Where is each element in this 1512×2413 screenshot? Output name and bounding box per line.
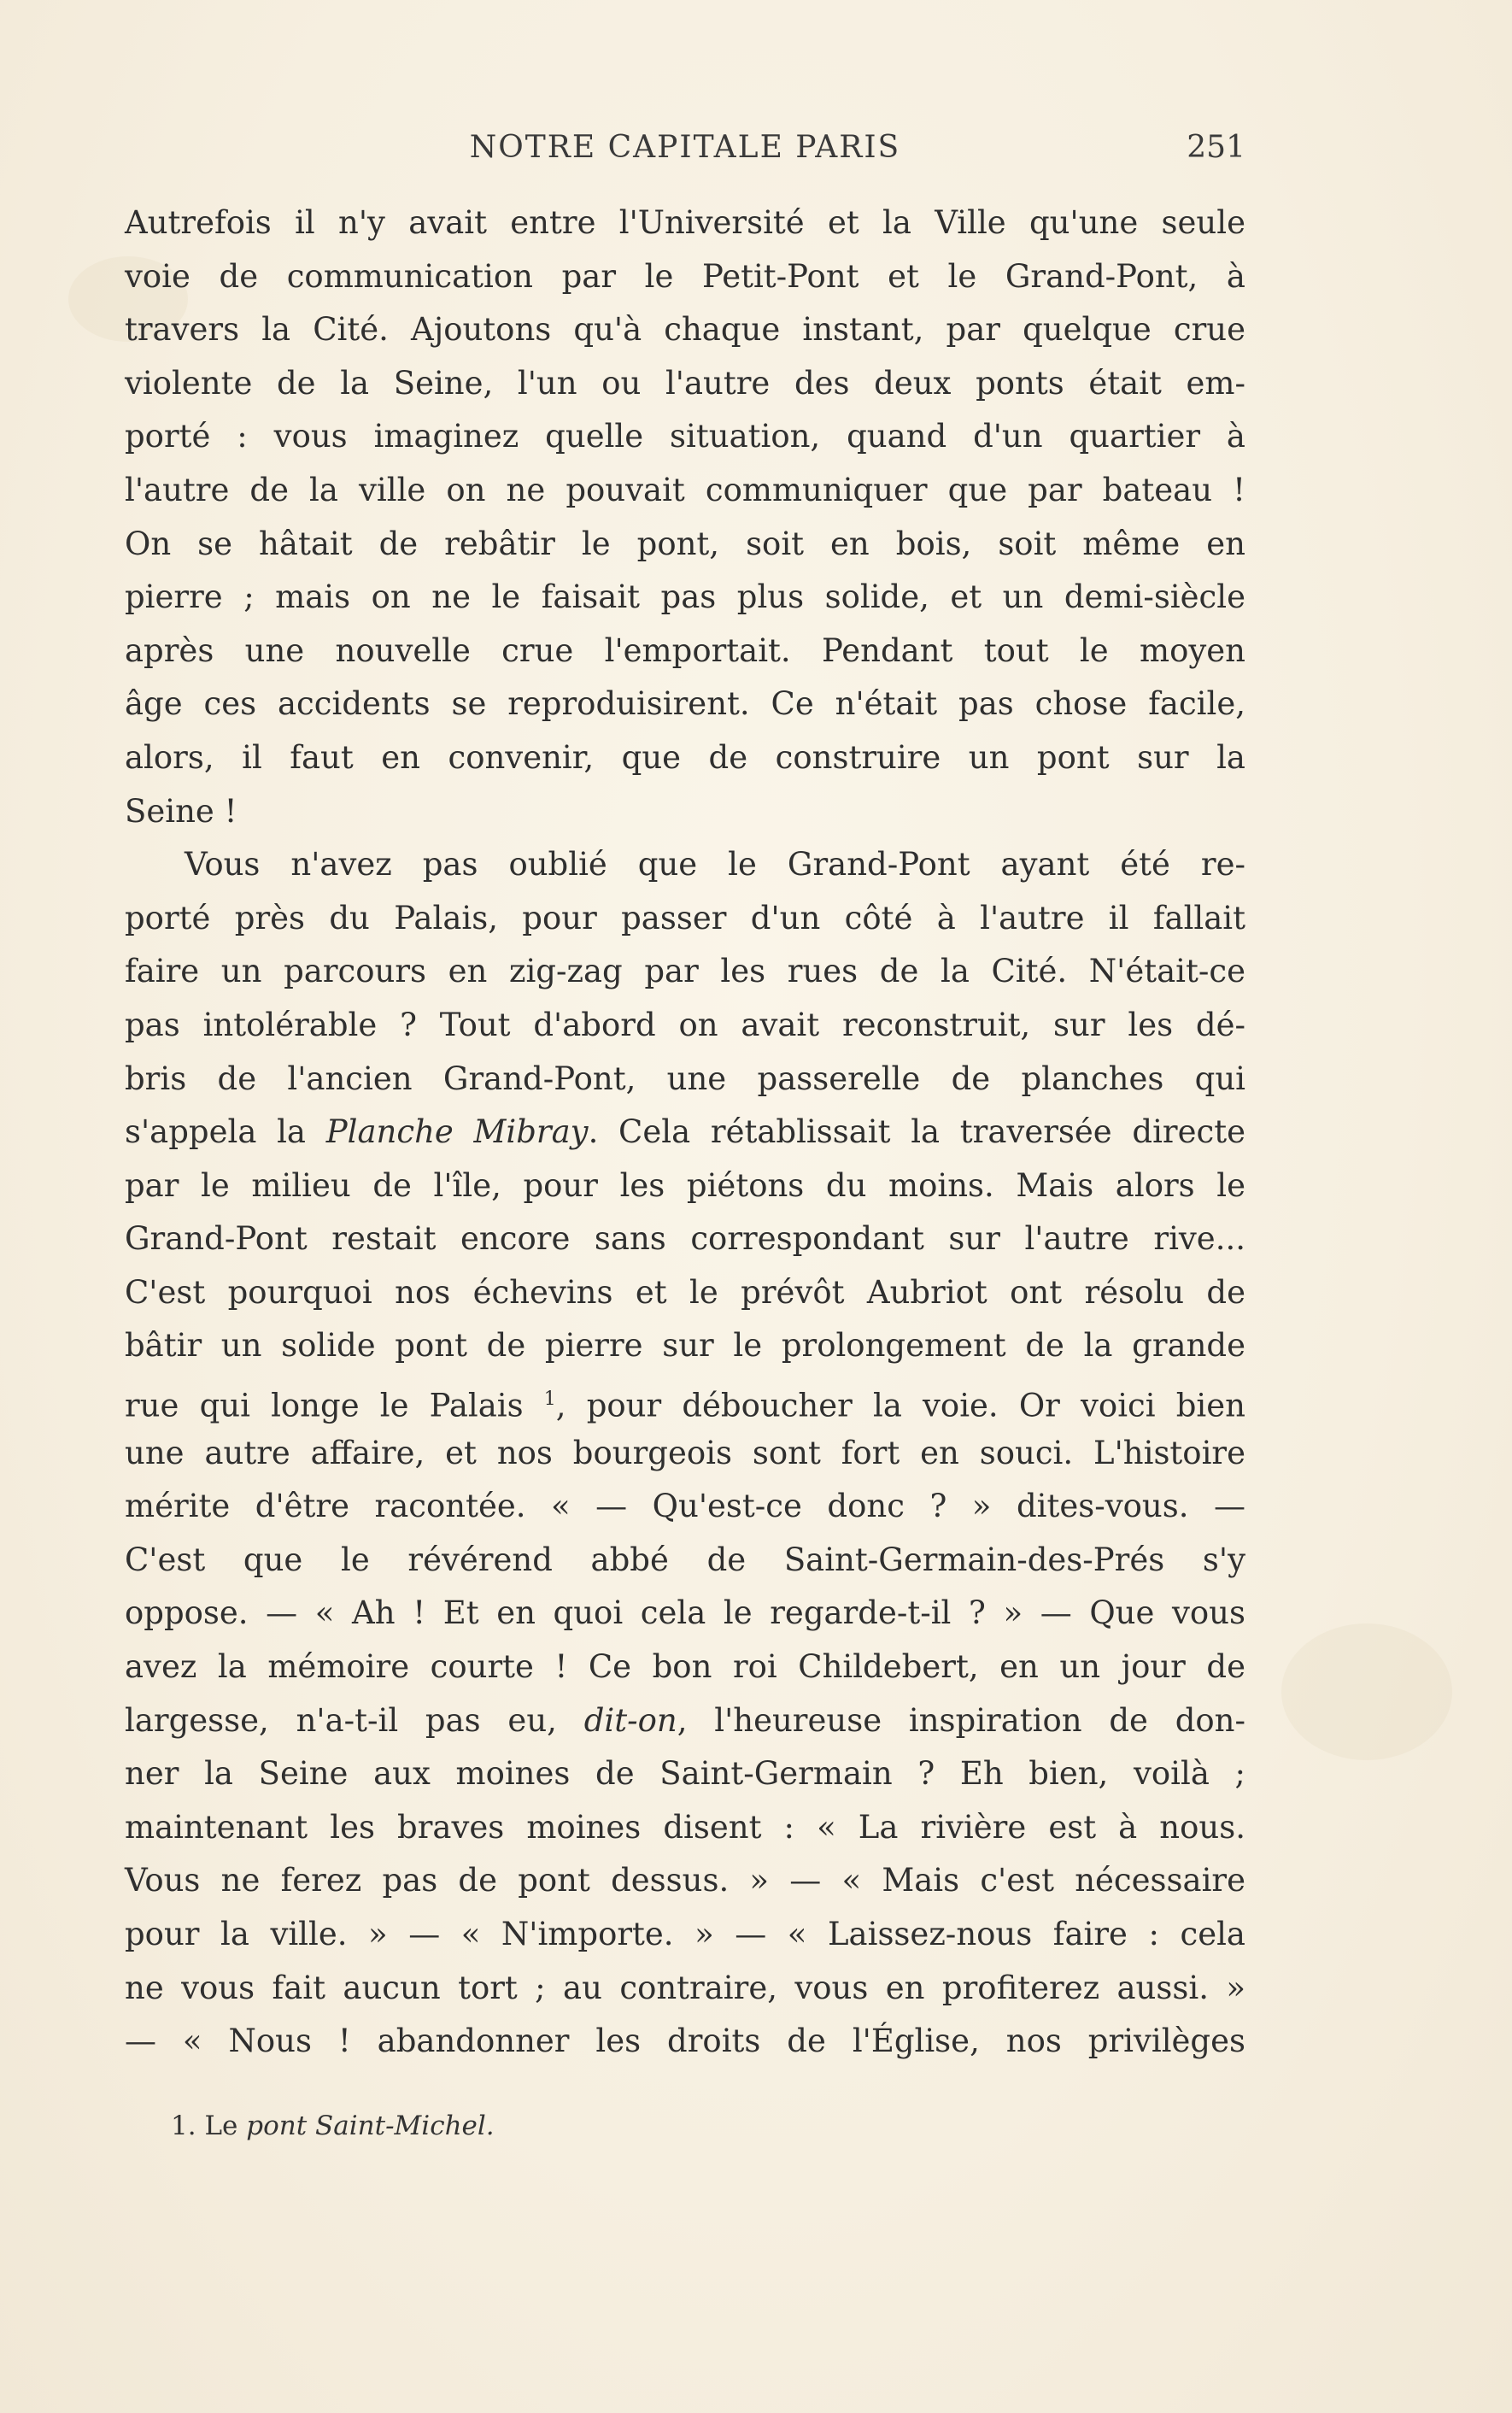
text-line: âge ces accidents se reproduisirent. Ce n'était pas chose facile,	[125, 685, 1245, 723]
text-line: On se hâtait de rebâtir le pont, soit en bois, soit même en	[125, 525, 1245, 562]
text-line: avez la mémoire courte ! Ce bon roi Childebert, en un jour de	[125, 1648, 1245, 1686]
italic-term: Planche Mibray	[325, 1113, 589, 1151]
page-number: 251	[1187, 130, 1245, 165]
text-line: travers la Cité. Ajoutons qu'à chaque instant, par quelque crue	[125, 311, 1245, 349]
text-line: voie de communication par le Petit-Pont et le Grand-Pont, à	[125, 257, 1245, 295]
text-segment: . Cela rétablissait la traversée directe	[588, 1113, 1246, 1151]
text-line: C'est que le révérend abbé de Saint-Germain-des-Prés s'y	[125, 1541, 1245, 1578]
text-line: Seine !	[125, 792, 237, 830]
text-line: pour la ville. » — « N'importe. » — « Laissez-nous faire : cela	[125, 1916, 1245, 1952]
text-line: ne vous fait aucun tort ; au contraire, vous en profiterez aussi. »	[125, 1969, 1245, 2006]
footnote-prefix: Le	[204, 2111, 238, 2141]
text-line: ner la Seine aux moines de Saint-Germain ? Eh bien, voilà ;	[125, 1755, 1245, 1793]
text-line: pierre ; mais on ne le faisait pas plus solide, et un demi-siècle	[125, 578, 1245, 616]
italic-term: dit-on	[583, 1701, 677, 1739]
text-line: maintenant les braves moines disent : « La rivière est à nous.	[125, 1808, 1245, 1846]
text-line: Vous ne ferez pas de pont dessus. » — « Mais c'est nécessaire	[125, 1862, 1245, 1899]
text-segment: , pour déboucher la voie. Or voici bien	[555, 1387, 1245, 1424]
text-line: une autre affaire, et nos bourgeois sont fort en souci. L'histoire	[125, 1434, 1245, 1471]
text-line: mérite d'être racontée. « — Qu'est-ce donc ? » dites-vous. —	[125, 1488, 1245, 1525]
text-line: bâtir un solide pont de pierre sur le prolongement de la grande	[125, 1327, 1245, 1365]
text-line: violente de la Seine, l'un ou l'autre des deux ponts était em-	[125, 364, 1245, 402]
text-line: porté : vous imaginez quelle situation, quand d'un quartier à	[125, 418, 1245, 455]
footnote	[171, 2111, 495, 2141]
text-line: — « Nous ! abandonner les droits de l'Église, nos privilèges	[125, 2023, 1245, 2060]
text-line	[125, 1694, 1245, 1748]
text-line: Vous n'avez pas oublié que le Grand-Pont ayant été re-	[185, 846, 1245, 884]
text-line: Autrefois il n'y avait entre l'Université et la Ville qu'une seule	[125, 204, 1245, 241]
text-line: Grand-Pont restait encore sans correspondant sur l'autre rive...	[125, 1220, 1245, 1258]
text-line: l'autre de la ville on ne pouvait communiquer que par bateau !	[125, 471, 1245, 508]
text-line: alors, il faut en convenir, que de construire un pont sur la	[125, 738, 1245, 776]
body-text	[125, 197, 1245, 2069]
text-segment: rue qui longe le Palais	[125, 1387, 544, 1424]
text-line: après une nouvelle crue l'emportait. Pendant tout le moyen	[125, 631, 1245, 669]
text-line: bris de l'ancien Grand-Pont, une passerelle de planches qui	[125, 1060, 1245, 1097]
text-line: pas intolérable ? Tout d'abord on avait reconstruit, sur les dé-	[125, 1006, 1245, 1043]
text-segment: s'appela la	[125, 1113, 306, 1151]
text-line	[125, 1373, 1245, 1427]
text-line: porté près du Palais, pour passer d'un côté à l'autre il fallait	[125, 899, 1245, 936]
text-line	[125, 1106, 1245, 1160]
footnote-marker: 1.	[171, 2111, 196, 2141]
footnote-italic: pont Saint-Michel.	[246, 2111, 495, 2141]
footnote-ref: 1	[543, 1389, 556, 1411]
text-line: faire un parcours en zig-zag par les rues de la Cité. N'était-ce	[125, 953, 1245, 990]
text-line: par le milieu de l'île, pour les piétons du moins. Mais alors le	[125, 1166, 1245, 1204]
page-header	[125, 130, 1245, 173]
text-line: C'est pourquoi nos échevins et le prévôt Aubriot ont résolu de	[125, 1273, 1245, 1311]
text-segment: largesse, n'a-t-il pas eu,	[125, 1701, 584, 1739]
running-title: NOTRE CAPITALE PARIS	[469, 130, 901, 165]
text-segment: , l'heureuse inspiration de don-	[677, 1701, 1245, 1739]
paper-stain	[1281, 1623, 1452, 1760]
text-line: oppose. — « Ah ! Et en quoi cela le regarde-t-il ? » — Que vous	[125, 1594, 1245, 1632]
